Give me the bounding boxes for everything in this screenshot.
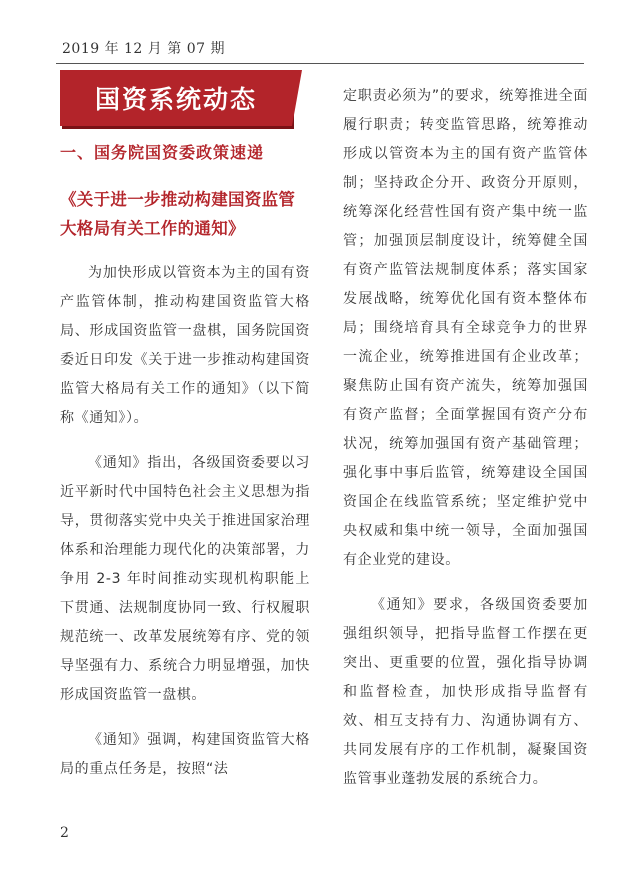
paragraph-intro: 为加快形成以管资本为主的国有资产监管体制，推动构建国资监管大格局、形成国资监管一盘棋，国务院国资委近日印发《关于进一步推动构建国资监管大格局有关工作的通知》（以下简称《通知》）。 [60, 265, 310, 426]
paragraph-requires: 《通知》要求，各级国资委要加强组织领导，把指导监督工作摆在更突出、更重要的位置，强化指导协调和监督检查，加快形成指导监督有效、相互支持有力、沟通协调有方、共同发展有序的工作机制，凝聚国资监管事业蓬勃发展的系统合力。 [343, 597, 588, 787]
section-banner [60, 70, 292, 126]
page-number: 2 [60, 825, 69, 841]
article-title: 《关于进一步推动构建国资监管大格局有关工作的通知》 [60, 190, 296, 238]
paragraph-points-out: 《通知》指出，各级国资委要以习近平新时代中国特色社会主义思想为指导，贯彻落实党中央关于推进国家治理体系和治理能力现代化的决策部署，力争用 2-3 年时间推动实现机构职能上下贯通、法规制度协同一致、行权履职规范统一、改革发展统筹有序、党的领导坚强有力、系统合力明显增强，加快形成国资监管一盘棋。 [60, 455, 310, 703]
right-column [343, 82, 588, 810]
paragraph-emphasizes-start: 《通知》强调，构建国资监管大格局的重点任务是，按照“法 [60, 732, 310, 777]
section-heading: 一、国务院国资委政策速递 [60, 143, 265, 162]
banner-title: 国资系统动态 [94, 85, 257, 114]
paragraph-emphasizes-continued: 定职责必须为”的要求，统筹推进全面履行职责；转变监管思路，统筹推动形成以管资本为主的国有资产监管体制；坚持政企分开、政资分开原则，统筹深化经营性国有资产集中统一监管；加强顶层制度设计，统筹健全国有资产监管法规制度体系；落实国家发展战略，统筹优化国有资本整体布局；围绕培育具有全球竞争力的世界一流企业，统筹推进国有企业改革；聚焦防止国有资产流失，统筹加强国有资产监督；全面掌握国有资产分布状况，统筹加强国有资产基础管理；强化事中事后监管，统筹建设全国国资国企在线监管系统；坚定维护党中央权威和集中统一领导，全面加强国有企业党的建设。 [343, 88, 588, 568]
issue-header: 2019 年 12 月 第 07 期 [62, 41, 225, 57]
header-divider [56, 63, 584, 64]
left-column [60, 140, 310, 800]
